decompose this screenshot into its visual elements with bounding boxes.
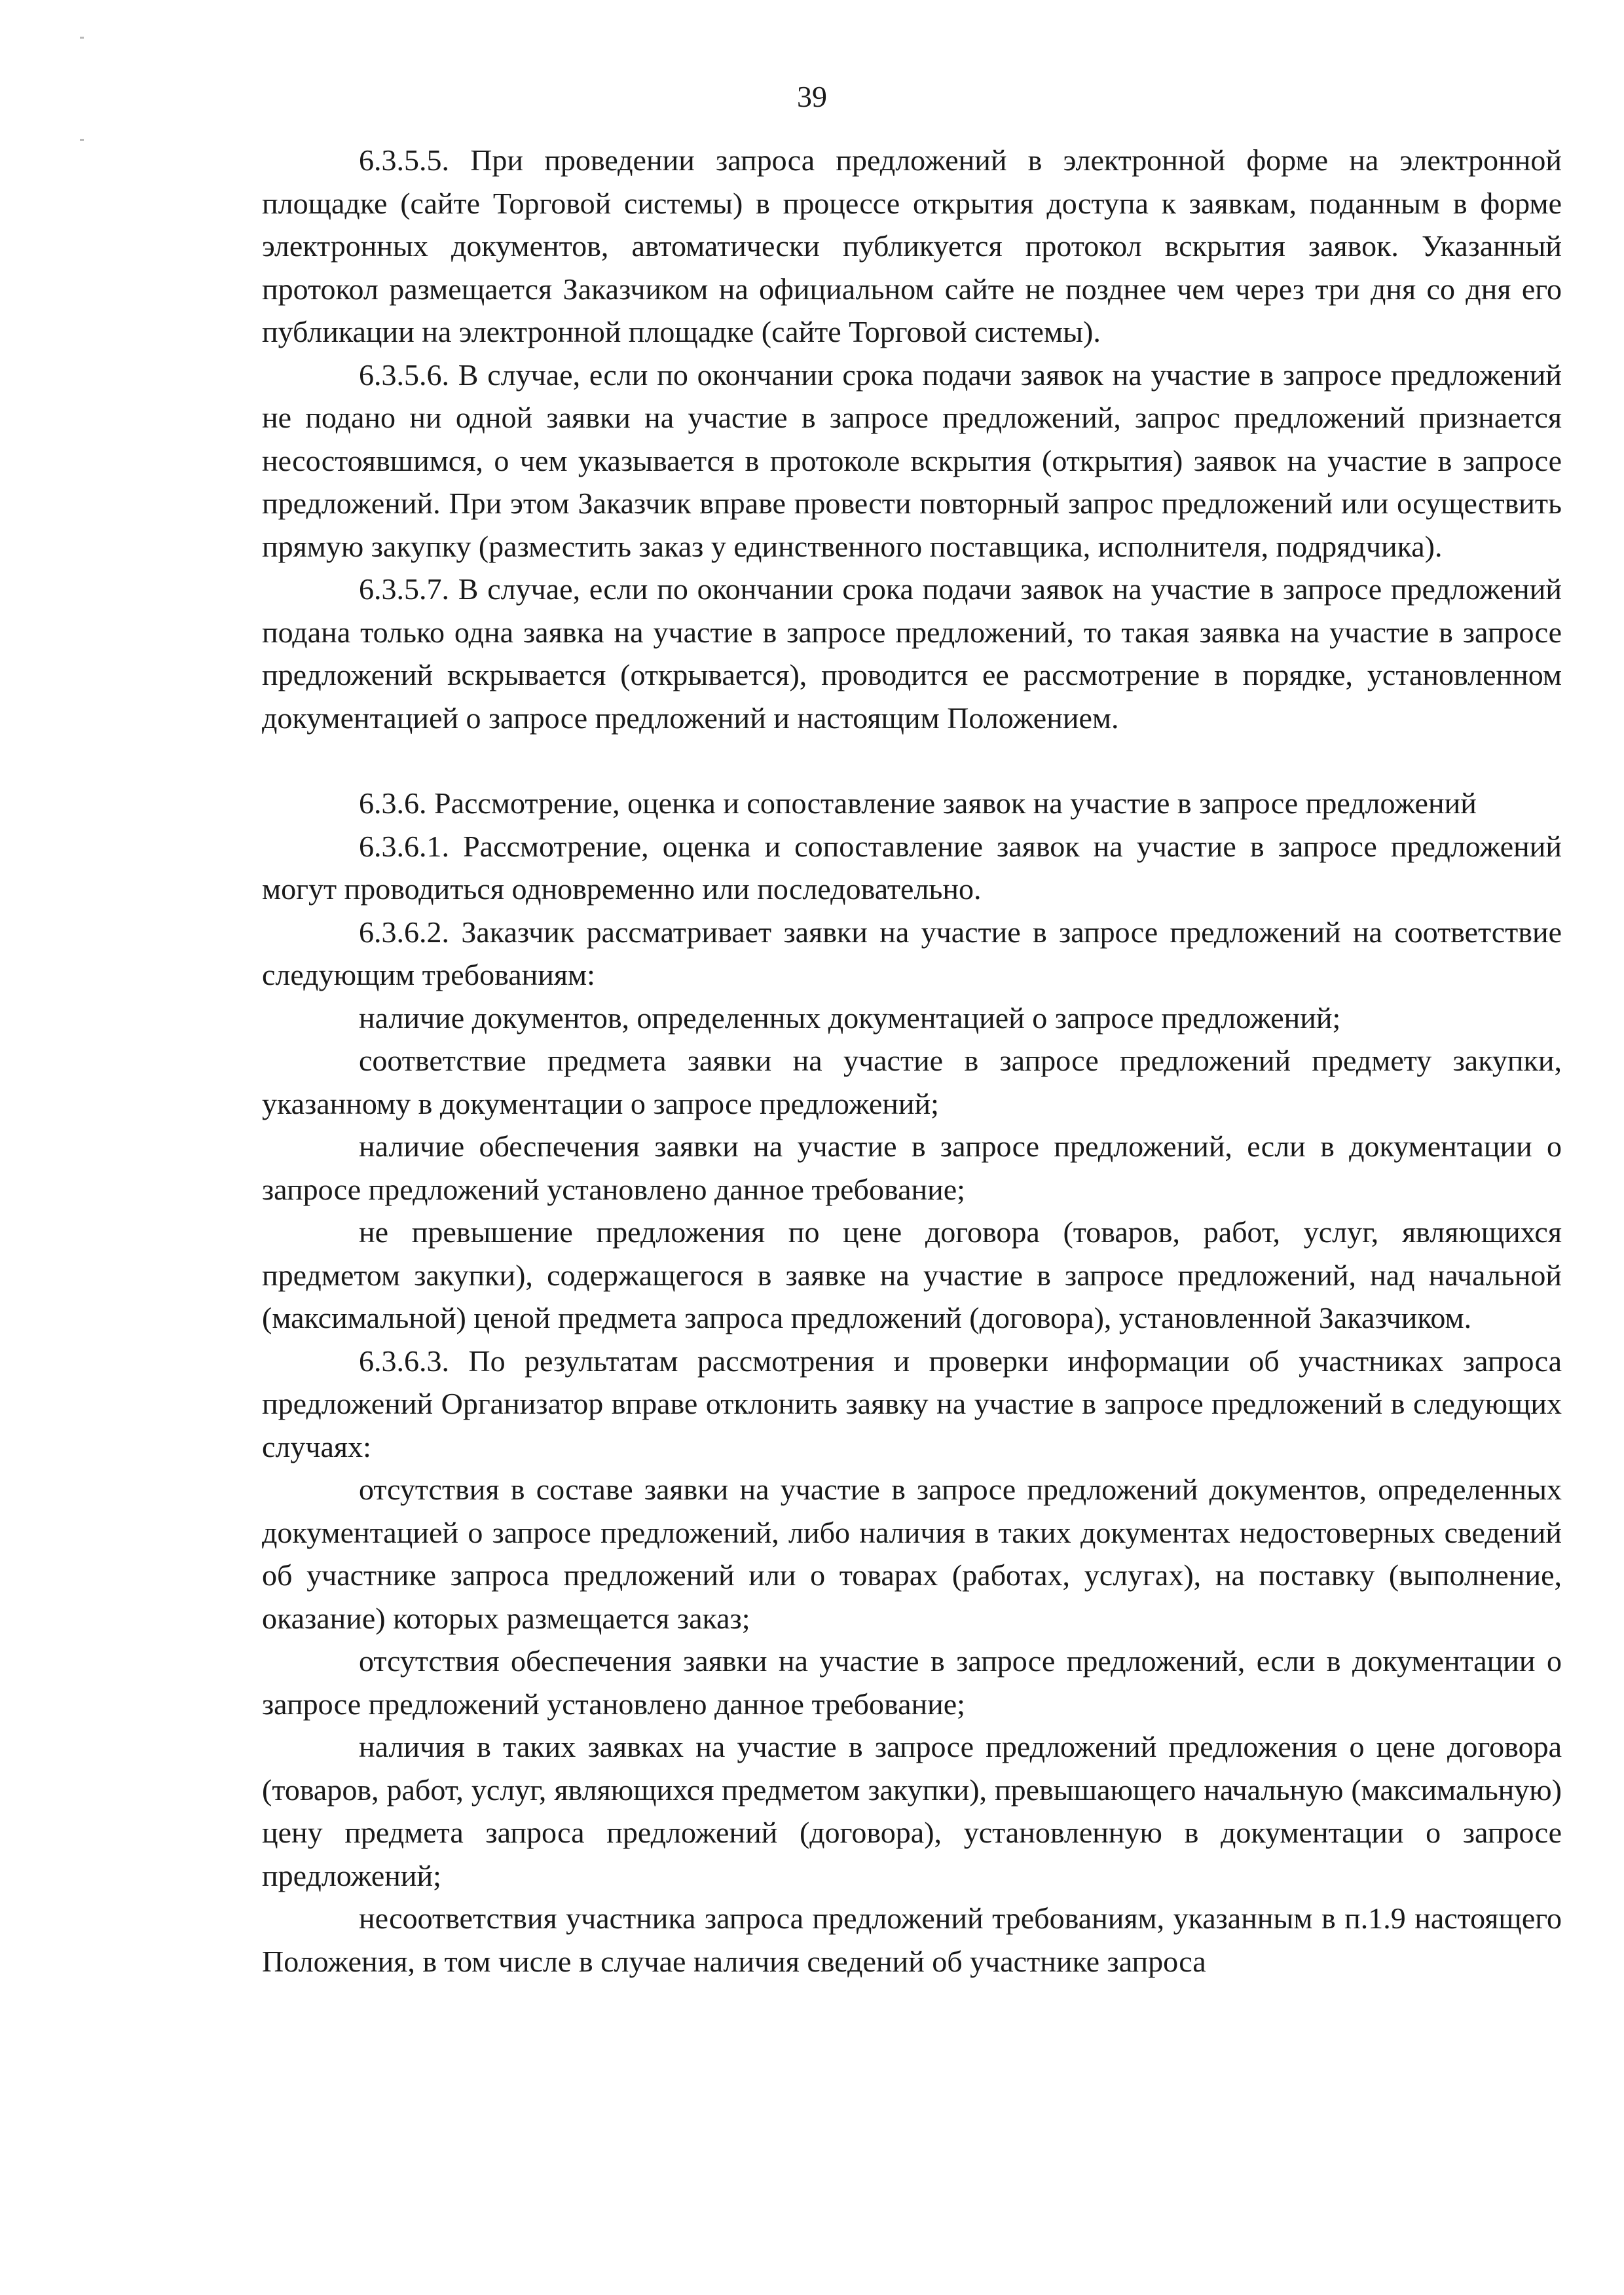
paragraph-6-3-6-2: 6.3.6.2. Заказчик рассматривает заявки на участие в запросе предложений на соответствие следующим требованиям: <box>262 915 1562 991</box>
rejection-case-item: отсутствия в составе заявки на участие в запросе предложений документов, определенных документацией о запросе предложений, либо наличия в таких документах недостоверных сведений об участнике запроса предложений или о товарах (работах, услугах), на поставку (выполнение, оказание) которых размещается заказ; <box>262 1473 1562 1635</box>
paragraph-6-3-5-6: 6.3.5.6. В случае, если по окончании срока подачи заявок на участие в запросе предложений не подано ни одной заявки на участие в запросе предложений, запрос предложений признается несостоявшимся, о чем указывается в протоколе вскрытия (открытия) заявок на участие в запросе предложений. При этом Заказчик вправе провести повторный запрос предложений или осуществить прямую закупку (разместить заказ у единственного поставщика, исполнителя, подрядчика). <box>262 358 1562 563</box>
rejection-case-item: отсутствия обеспечения заявки на участие в запросе предложений, если в документации о запросе предложений установлено данное требование; <box>262 1644 1562 1721</box>
paragraph-6-3-5-7: 6.3.5.7. В случае, если по окончании срока подачи заявок на участие в запросе предложений подана только одна заявка на участие в запросе предложений, то такая заявка на участие в запросе предложений вскрывается (открывается), проводится ее рассмотрение в порядке, установленном документацией о запросе предложений и настоящим Положением. <box>262 572 1562 735</box>
requirement-item: не превышение предложения по цене договора (товаров, работ, услуг, являющихся предметом закупки), содержащегося в заявке на участие в запросе предложений, над начальной (максимальной) ценой предмета запроса предложений (договора), установленной Заказчиком. <box>262 1215 1562 1334</box>
requirement-item: соответствие предмета заявки на участие в запросе предложений предмету закупки, указанному в документации о запросе предложений; <box>262 1044 1562 1120</box>
section-heading-6-3-6: 6.3.6. Рассмотрение, оценка и сопоставление заявок на участие в запросе предложений <box>359 786 1477 820</box>
page-number: 39 <box>797 80 827 113</box>
paragraph-6-3-6-1: 6.3.6.1. Рассмотрение, оценка и сопоставление заявок на участие в запросе предложений могут проводиться одновременно или последовательно. <box>262 829 1562 906</box>
paragraph-6-3-6-3: 6.3.6.3. По результатам рассмотрения и проверки информации об участниках запроса предложений Организатор вправе отклонить заявку на участие в запросе предложений в следующих случаях: <box>262 1344 1562 1463</box>
requirement-item: наличие обеспечения заявки на участие в запросе предложений, если в документации о запросе предложений установлено данное требование; <box>262 1129 1562 1206</box>
requirement-item: наличие документов, определенных документацией о запросе предложений; <box>359 1001 1341 1035</box>
rejection-case-item: несоответствия участника запроса предложений требованиям, указанным в п.1.9 настоящего Положения, в том числе в случае наличия сведений об участнике запроса <box>262 1901 1562 1978</box>
paragraph-6-3-5-5: 6.3.5.5. При проведении запроса предложений в электронной форме на электронной площадке (сайте Торговой системы) в процессе открытия доступа к заявкам, поданным в форме электронных документов, автоматически публикуется протокол вскрытия заявок. Указанный протокол размещается Заказчиком на официальном сайте не позднее чем через три дня со дня его публикации на электронной площадке (сайте Торговой системы). <box>262 143 1562 348</box>
scan-speck <box>80 37 84 39</box>
rejection-case-item: наличия в таких заявках на участие в запросе предложений предложения о цене договора (товаров, работ, услуг, являющихся предметом закупки), превышающего начальную (максимальную) цену предмета запроса предложений (договора), установленную в документации о запросе предложений; <box>262 1730 1562 1892</box>
document-body <box>262 139 1562 1983</box>
scan-speck <box>80 139 84 141</box>
